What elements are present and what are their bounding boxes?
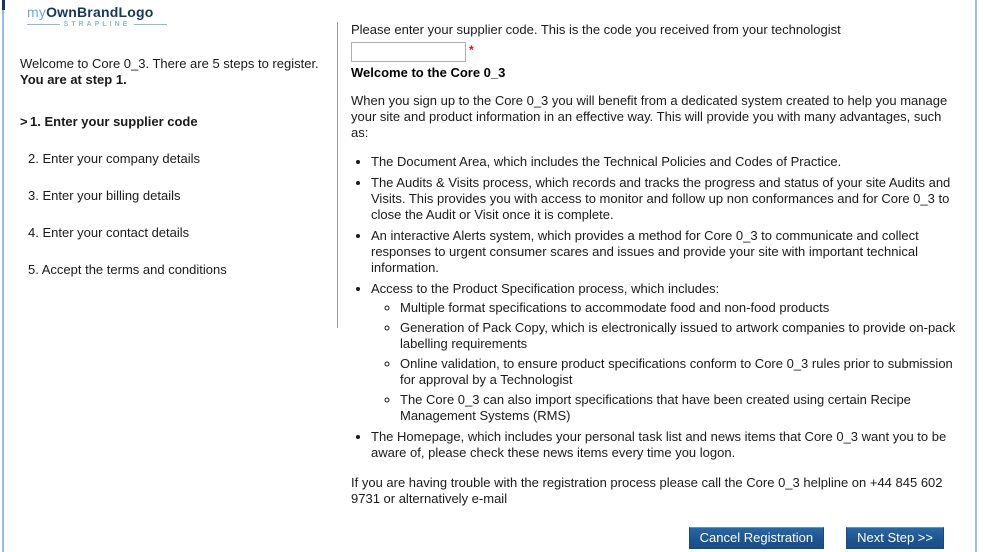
step-item-1 [20,114,325,129]
page-left-border [2,0,4,552]
helpline-paragraph: If you are having trouble with the registration process please call the Core 0_3 helpline on +44 845 602 9731 or alternatively e-mail [351,475,943,506]
page-right-border [975,0,977,552]
sub-benefit-item-2: ◦ Generation of Pack Copy, which is electronically issued to artwork companies to provide on-pack labelling requirements [400,320,957,352]
wizard-button-row [351,527,944,549]
strapline-text: STRAPLINE [63,21,131,28]
step-label-5: 5. Accept the terms and conditions [28,262,227,277]
main-content [351,22,957,507]
supplier-code-input[interactable] [351,42,466,62]
specification-sub-list [371,300,957,424]
next-step-button[interactable]: Next Step >> [846,527,944,549]
benefit-item-5: • The Homepage, which includes your personal task list and news items that Core 0_3 want you to be aware of, please check these news items every time you logon. [371,429,957,461]
registration-steps [20,114,325,277]
step-label-1: 1. Enter your supplier code [30,114,198,129]
cancel-registration-button[interactable]: Cancel Registration [689,527,824,549]
strapline-dash-left [27,24,60,25]
sidebar-welcome-line1: Welcome to Core 0_3. There are 5 steps to register. [20,56,319,71]
brand-logo [27,4,167,28]
sidebar-welcome-line2: You are at step 1. [20,72,127,87]
step-label-2: 2. Enter your company details [28,151,200,166]
required-asterisk: * [469,43,474,57]
benefit-item-3: • An interactive Alerts system, which provides a method for Core 0_3 to communicate and collect responses to urgent consumer scares and issues and provide your site with important technical information. [371,228,957,276]
supplier-code-prompt: Please enter your supplier code. This is the code you received from your technologist [351,22,841,37]
strapline-dash-right [134,24,167,25]
content-divider [337,22,338,328]
brand-logo-prefix: my [27,4,47,20]
sub-benefit-item-4: ◦ The Core 0_3 can also import specifications that have been created using certain Recipe Management Systems (RMS) [400,392,957,424]
sub-benefit-item-3: ◦ Online validation, to ensure product specifications conform to Core 0_3 rules prior to submission for approval by a Technologist [400,356,957,388]
sidebar-welcome-text [20,56,325,88]
active-step-marker: > [20,114,28,129]
brand-logo-text [27,4,167,20]
step-label-4: 4. Enter your contact details [28,225,190,240]
page-left-border-cap [2,0,5,10]
step-item-5 [20,262,325,277]
registration-sidebar [20,56,325,299]
step-item-2 [20,151,325,166]
benefit-item-2: • The Audits & Visits process, which records and tracks the progress and status of your site Audits and Visits. This provides you with access to monitor and follow up non conformances and for Core 0_3 to close the Audit or Visit once it is complete. [371,175,957,223]
benefits-list [351,154,957,461]
sub-benefit-item-1: ◦ Multiple format specifications to accommodate food and non-food products [400,300,957,316]
brand-strapline [27,21,167,28]
brand-logo-name: OwnBrandLogo [46,4,154,20]
supplier-code-input-row [351,42,957,62]
content-heading: Welcome to the Core 0_3 [351,65,506,80]
step-item-3 [20,188,325,203]
benefit-item-1: • The Document Area, which includes the Technical Policies and Codes of Practice. [371,154,957,170]
benefit-item-4-text: Access to the Product Specification process, which includes: [371,281,720,296]
step-label-3: 3. Enter your billing details [28,188,181,203]
step-item-4 [20,225,325,240]
benefit-item-4 [371,281,957,424]
intro-paragraph: When you sign up to the Core 0_3 you will benefit from a dedicated system created to help you manage your site and product information in an effective way. This will provide you with many advantages, such as: [351,93,948,140]
